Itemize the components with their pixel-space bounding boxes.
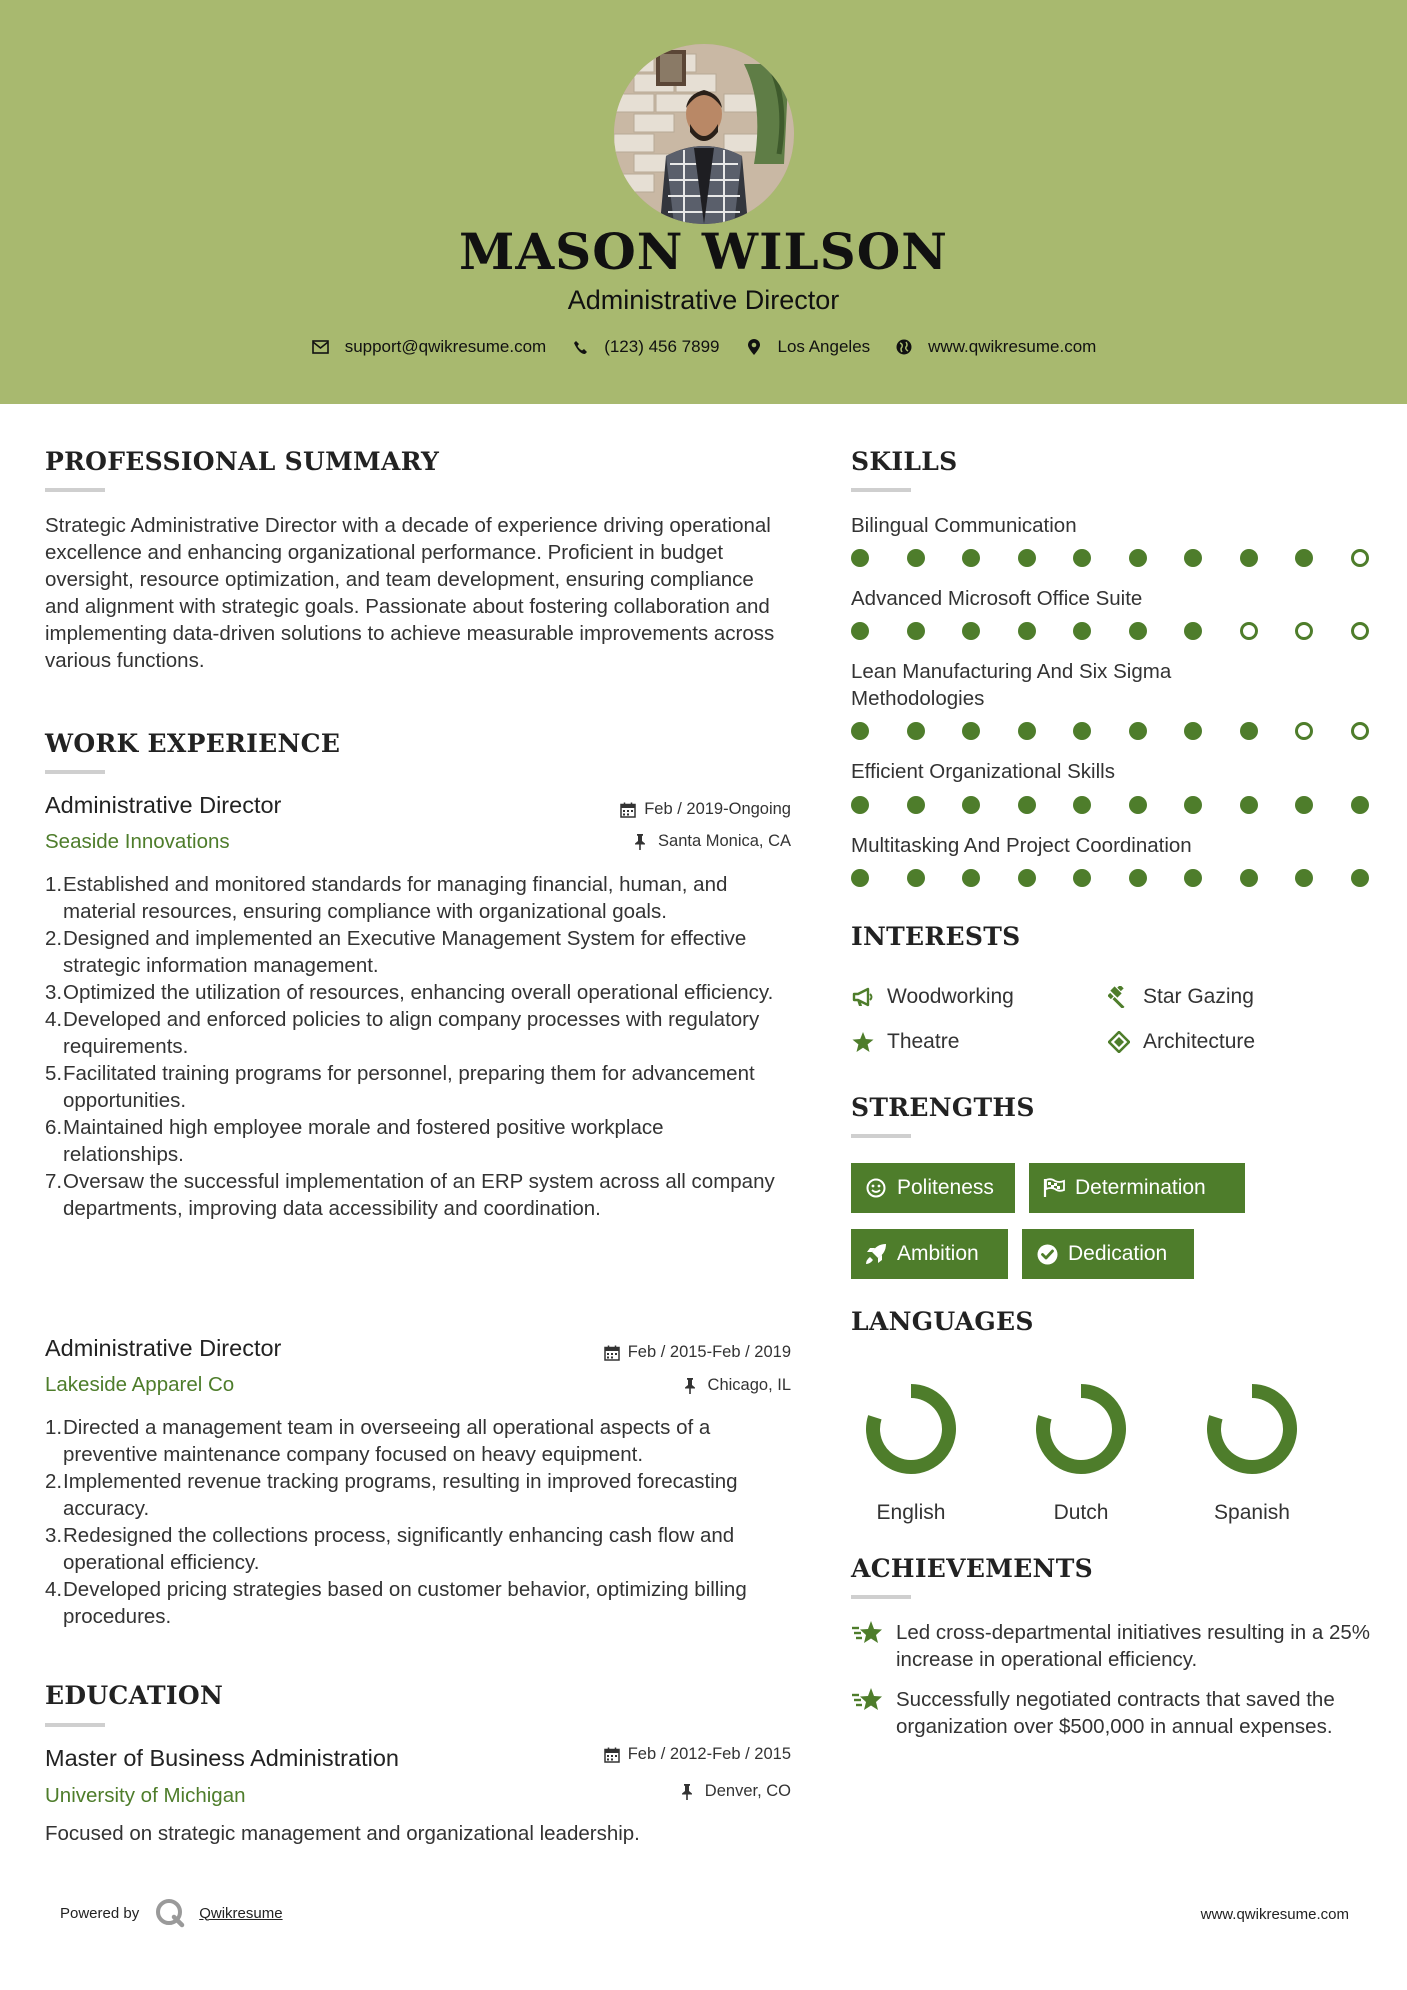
star-badge-icon — [851, 1686, 885, 1714]
contact-phone[interactable] — [570, 337, 719, 357]
skill-dot-filled — [907, 796, 925, 814]
skill-4-name: Efficient Organizational Skills — [851, 760, 1115, 783]
skill-dot-filled — [1240, 796, 1258, 814]
interest-label: Woodworking — [887, 985, 1014, 1008]
contact-website-text: www.qwikresume.com — [928, 337, 1097, 356]
languages-heading: LANGUAGES — [851, 1307, 1034, 1336]
skill-dot-filled — [1240, 869, 1258, 887]
job-1-bullet: 1. Established and monitored standards for managing financial, human, and material resources, ensuring compliance with organizational goals. — [45, 873, 728, 923]
job-2-bullet: 4. Developed pricing strategies based on customer behavior, optimizing billing procedures. — [45, 1578, 747, 1628]
rocket-icon — [865, 1243, 887, 1265]
interests-heading: INTERESTS — [851, 922, 1021, 951]
job-1-dates-text: Feb / 2019-Ongoing — [644, 800, 791, 818]
pushpin-icon — [684, 1378, 700, 1394]
profile-photo — [614, 44, 794, 224]
skill-dot-filled — [1073, 722, 1091, 740]
interest-theatre — [851, 1030, 959, 1054]
education-school: University of Michigan — [45, 1784, 246, 1807]
interest-label: Architecture — [1143, 1030, 1256, 1053]
pushpin-icon — [634, 834, 650, 850]
skill-dot-filled — [1073, 869, 1091, 887]
skill-dot-filled — [851, 722, 869, 740]
interest-woodworking — [851, 985, 1014, 1009]
flag-icon — [1043, 1177, 1065, 1199]
skill-dot-filled — [907, 869, 925, 887]
job-1-bullet: 3. Optimized the utilization of resources, enhancing overall operational efficiency. — [45, 981, 774, 1004]
skill-dot-filled — [1018, 796, 1036, 814]
job-2-dates-text: Feb / 2015-Feb / 2019 — [627, 1343, 791, 1361]
skill-dot-filled — [1129, 869, 1147, 887]
job-2-title: Administrative Director — [45, 1335, 282, 1361]
calendar-icon — [604, 1747, 620, 1763]
contact-email[interactable] — [311, 337, 547, 357]
interest-label: Theatre — [887, 1030, 960, 1053]
footer-website[interactable]: www.qwikresume.com — [1200, 1906, 1349, 1923]
achievements-heading: ACHIEVEMENTS — [851, 1554, 1093, 1583]
job-1-company: Seaside Innovations — [45, 830, 230, 853]
skill-dot-filled — [1018, 869, 1036, 887]
skill-dot-filled — [1295, 869, 1313, 887]
education-dates-text: Feb / 2012-Feb / 2015 — [627, 1745, 791, 1763]
check-circle-icon — [1036, 1243, 1058, 1265]
candidate-name: MASON WILSON — [459, 222, 948, 281]
skill-dot-filled — [1129, 622, 1147, 640]
language-spanish — [1192, 1376, 1312, 1524]
skill-dot-filled — [1018, 722, 1036, 740]
pushpin-icon — [681, 1784, 697, 1800]
summary-heading: PROFESSIONAL SUMMARY — [45, 447, 440, 476]
strength-label: Dedication — [1068, 1242, 1168, 1265]
interest-architecture — [1107, 1030, 1255, 1054]
strength-label: Politeness — [897, 1176, 994, 1199]
skill-dot-filled — [1351, 869, 1369, 887]
skill-dot-filled — [1129, 549, 1147, 567]
skill-1-name: Bilingual Communication — [851, 514, 1077, 537]
skill-dot-empty — [1240, 622, 1258, 640]
skill-dot-filled — [851, 796, 869, 814]
skill-dot-filled — [1351, 796, 1369, 814]
interest-star-gazing — [1107, 985, 1254, 1009]
skills-rule — [851, 488, 911, 492]
experience-heading: WORK EXPERIENCE — [45, 729, 341, 758]
skill-dot-filled — [1184, 796, 1202, 814]
skill-dot-filled — [851, 622, 869, 640]
skill-dot-filled — [1073, 622, 1091, 640]
bullhorn-icon — [851, 985, 875, 1009]
skill-dot-empty — [1295, 622, 1313, 640]
skill-5-rating — [851, 869, 1363, 889]
job-2-bullets — [45, 1414, 795, 1630]
skill-dot-filled — [1184, 549, 1202, 567]
star-badge-icon — [851, 1619, 885, 1647]
phone-icon — [570, 337, 590, 357]
language-ring — [1214, 1391, 1290, 1467]
skill-dot-filled — [851, 549, 869, 567]
skill-dot-empty — [1295, 722, 1313, 740]
education-degree: Master of Business Administration — [45, 1745, 399, 1771]
skill-dot-empty — [1351, 549, 1369, 567]
envelope-icon — [311, 337, 331, 357]
skill-dot-filled — [1184, 722, 1202, 740]
strengths-rule — [851, 1134, 911, 1138]
summary-text: Strategic Administrative Director with a decade of experience driving operational excellence and enhancing organizational performance. Proficient in budget oversight, resource optimization, and team development, ensuring compliance and alignment with strategic goals. Passionate about fostering collaboration and implementing data-driven solutions to achieve measurable improvements across various functions. — [45, 514, 775, 672]
skill-dot-filled — [851, 869, 869, 887]
map-marker-icon — [744, 337, 764, 357]
contact-location-text: Los Angeles — [777, 337, 871, 356]
achievement-item — [851, 1686, 1371, 1740]
star-icon — [851, 1030, 875, 1054]
contact-bar — [0, 337, 1407, 357]
calendar-icon — [620, 802, 636, 818]
strength-determination — [1029, 1163, 1245, 1213]
job-2-location — [440, 1376, 791, 1395]
skill-5-name: Multitasking And Project Coordination — [851, 834, 1192, 857]
skills-heading: SKILLS — [851, 447, 958, 476]
job-2-bullet: 3. Redesigned the collections process, significantly enhancing cash flow and operational efficiency. — [45, 1524, 735, 1574]
skill-dot-filled — [962, 722, 980, 740]
job-1-bullets — [45, 871, 790, 1222]
skill-dot-empty — [1351, 622, 1369, 640]
qwikresume-logo-icon — [155, 1898, 185, 1928]
strength-ambition — [851, 1229, 1008, 1279]
job-1-bullet: 6. Maintained high employee morale and fostered positive workplace relationships. — [45, 1116, 664, 1166]
job-1-bullet: 4. Developed and enforced policies to align company processes with regulatory requirements. — [45, 1008, 760, 1058]
contact-location — [744, 337, 871, 357]
calendar-icon — [604, 1345, 620, 1361]
strength-politeness — [851, 1163, 1015, 1213]
skill-dot-filled — [962, 549, 980, 567]
education-description: Focused on strategic management and organizational leadership. — [45, 1822, 640, 1845]
education-heading: EDUCATION — [45, 1681, 224, 1710]
strength-label: Ambition — [897, 1242, 979, 1265]
skill-dot-filled — [1018, 622, 1036, 640]
contact-email-text: support@qwikresume.com — [344, 337, 547, 356]
language-ring — [1043, 1391, 1119, 1467]
candidate-title: Administrative Director — [567, 285, 840, 315]
strength-label: Determination — [1075, 1176, 1206, 1199]
job-1-bullet: 5. Facilitated training programs for personnel, preparing them for advancement opportunities. — [45, 1062, 755, 1112]
achievement-item — [851, 1619, 1371, 1673]
gavel-icon — [1107, 985, 1131, 1009]
skill-dot-filled — [907, 622, 925, 640]
language-label: English — [876, 1501, 946, 1524]
skill-dot-filled — [907, 549, 925, 567]
skill-dot-filled — [1073, 796, 1091, 814]
interest-label: Star Gazing — [1143, 985, 1254, 1008]
job-1-title: Administrative Director — [45, 792, 282, 818]
language-label: Spanish — [1214, 1501, 1290, 1524]
skill-1-rating — [851, 549, 1363, 569]
job-2-company: Lakeside Apparel Co — [45, 1373, 235, 1396]
skill-dot-filled — [962, 622, 980, 640]
education-location-text: Denver, CO — [704, 1782, 791, 1800]
language-dutch — [1021, 1376, 1141, 1524]
skill-dot-filled — [962, 796, 980, 814]
job-2-bullet: 2. Implemented revenue tracking programs, resulting in improved forecasting accuracy. — [45, 1470, 738, 1520]
achievements-rule — [851, 1595, 911, 1599]
powered-by-label: Powered by — [60, 1904, 140, 1922]
language-label: Dutch — [1053, 1501, 1109, 1524]
skill-2-name: Advanced Microsoft Office Suite — [851, 587, 1143, 610]
skill-dot-filled — [1295, 549, 1313, 567]
contact-phone-text: (123) 456 7899 — [604, 337, 720, 356]
language-ring — [873, 1391, 949, 1467]
skill-dot-filled — [1295, 796, 1313, 814]
education-location — [440, 1782, 791, 1801]
job-1-location-text: Santa Monica, CA — [658, 832, 791, 850]
experience-rule — [45, 770, 105, 774]
globe-icon — [894, 337, 914, 357]
job-1-location — [440, 832, 791, 851]
job-1-bullet: 2. Designed and implemented an Executive Management System for effective strategic information management. — [45, 927, 747, 977]
education-rule — [45, 1723, 105, 1727]
skill-3-name: Lean Manufacturing And Six Sigma Methodologies — [851, 660, 1172, 710]
qwikresume-link[interactable]: Qwikresume — [199, 1904, 283, 1922]
skill-dot-filled — [1240, 722, 1258, 740]
skill-dot-filled — [1129, 796, 1147, 814]
achievement-text: Led cross-departmental initiatives resulting in a 25% increase in operational efficiency. — [896, 1621, 1371, 1671]
job-2-location-text: Chicago, IL — [707, 1376, 791, 1394]
strength-dedication — [1022, 1229, 1194, 1279]
skill-2-rating — [851, 622, 1363, 642]
skill-dot-filled — [1073, 549, 1091, 567]
skill-dot-filled — [1240, 549, 1258, 567]
skill-dot-filled — [962, 869, 980, 887]
skill-3-rating — [851, 722, 1363, 742]
skill-4-rating — [851, 796, 1363, 816]
skill-dot-filled — [1018, 549, 1036, 567]
strengths-heading: STRENGTHS — [851, 1093, 1035, 1122]
job-2-dates — [440, 1343, 791, 1362]
language-english — [851, 1376, 971, 1524]
job-2-bullet: 1. Directed a management team in overseeing all operational aspects of a preventive maintenance company focused on heavy equipment. — [45, 1416, 711, 1466]
skill-dot-filled — [1184, 869, 1202, 887]
skill-dot-filled — [907, 722, 925, 740]
ticket-icon — [1107, 1030, 1131, 1054]
smile-icon — [865, 1177, 887, 1199]
skill-dot-empty — [1351, 722, 1369, 740]
footer-powered-by — [60, 1898, 283, 1928]
achievement-text: Successfully negotiated contracts that saved the organization over $500,000 in annual expenses. — [896, 1688, 1335, 1738]
job-1-bullet: 7. Oversaw the successful implementation of an ERP system across all company departments, improving data accessibility and coordination. — [45, 1170, 775, 1220]
education-dates — [440, 1745, 791, 1764]
header-banner — [0, 0, 1407, 404]
job-1-dates — [440, 800, 791, 819]
skill-dot-filled — [1184, 622, 1202, 640]
summary-rule — [45, 488, 105, 492]
skill-dot-filled — [1129, 722, 1147, 740]
contact-website[interactable] — [894, 337, 1096, 357]
